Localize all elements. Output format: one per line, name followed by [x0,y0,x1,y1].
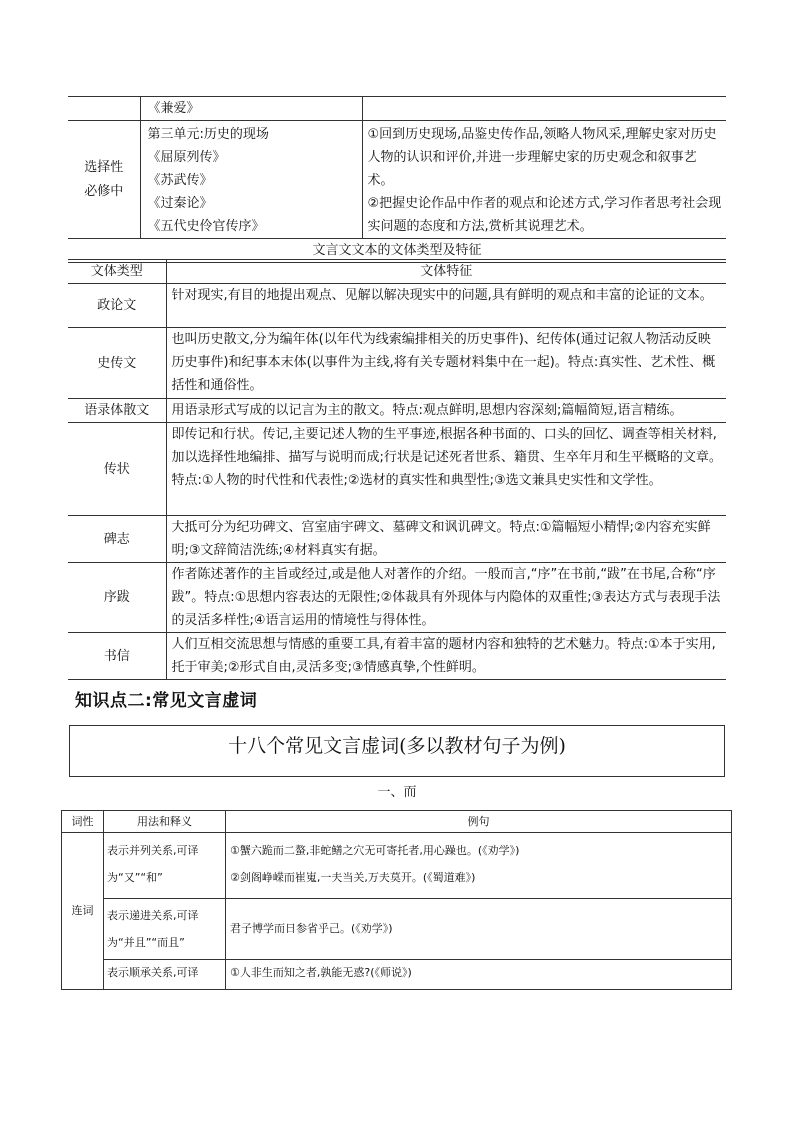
header-example: 例句 [226,811,732,833]
table-row [68,516,726,563]
table-row [68,423,726,516]
genre-feature: 大抵可分为纪功碑文、宫室庙宇碑文、墓碑文和讽讥碑文。特点:①篇幅短小精悍;②内容充实鲜明;③文辞简洁洗练;④材料真实有据。 [166,516,726,563]
genre-type: 书信 [68,633,166,680]
genre-feature: 用语录形式写成的以记言为主的散文。特点:观点鲜明,思想内容深刻;篇幅简短,语言精练。 [166,399,726,423]
objective-text: ②把握史论作品中作者的观点和论述方式,学习作者思考社会现实问题的态度和方法,赏析其说理艺术。 [367,196,722,234]
table-row [62,833,732,899]
genre-feature: 也叫历史散文,分为编年体(以年代为线索编排相关的历史事件)、纪传体(通过记叙人物活动反映历史事件)和纪事本末体(以事件为主线,将有关专题材料集中在一起)。特点:真实性、艺术性、概括性和通俗性。 [166,328,726,399]
function-word-table [61,810,732,990]
text-title: 《苏武传》 [147,173,213,188]
genre-feature: 作者陈述著作的主旨或经过,或是他人对著作的介绍。一般而言,“序”在书前,“跋”在书尾,合称“序跋”。特点:①思想内容表达的无限性;②体裁具有外现体与内隐体的双重性;③表达方式与表现手法的灵活多样性;④语言运用的情境性与得体性。 [166,563,726,633]
table-row [62,960,732,990]
table-row [68,399,726,423]
table-cell: 《兼爱》 [140,97,362,121]
genre-type: 碑志 [68,516,166,563]
example-sentence: 君子博学而日参省乎己。(《劝学》) [230,922,393,935]
usage-text: 为“并且”“而且” [107,936,185,949]
table-row [68,97,726,121]
header-pos: 词性 [62,811,104,833]
curriculum-table [68,96,726,263]
table-row [68,121,726,239]
header-type: 文体类型 [68,260,166,284]
genre-type: 序跋 [68,563,166,633]
table-header-row [68,260,726,284]
text-title: 《屈原列传》 [147,150,226,165]
usage-text: 表示并列关系,可译 [107,844,199,857]
usage-text: 为“又”“和” [107,871,163,884]
example-sentence: ①人非生而知之者,孰能无惑?(《师说》) [230,966,412,979]
usage-text: 表示递进关系,可译 [107,909,199,922]
text-title: 《过秦论》 [147,196,213,211]
unit-title: 第三单元:历史的现场 [147,127,269,142]
table-row [62,899,732,960]
genre-table [68,259,726,680]
header-usage: 用法和释义 [104,811,226,833]
text-title: 《五代史伶官传序》 [147,219,265,234]
genre-feature: 即传记和行状。传记,主要记述人物的生平事迹,根据各种书面的、口头的回忆、调查等相关材料,加以选择性地编排、描写与说明而成;行状是记述死者世系、籍贯、生卒年月和生平概略的文章。特点:①人物的时代性和代表性;②选材的真实性和典型性;③选文兼具史实性和文学性。 [166,423,726,516]
usage-text: 表示顺承关系,可译 [107,966,199,979]
table-header-row [62,811,732,833]
example-sentence: ②剑阁峥嵘而崔嵬,一夫当关,万夫莫开。(《蜀道难》) [230,871,476,884]
table-row [68,284,726,328]
genre-type: 语录体散文 [68,399,166,423]
subheading: 一、而 [377,785,417,800]
genre-type: 政论文 [68,284,166,328]
header-feature: 文体特征 [166,260,726,284]
table-row [68,328,726,399]
objective-text: ①回到历史现场,品鉴史传作品,领略人物风采,理解史家对历史人物的认识和评价,并进一步理解史家的历史观念和叙事艺术。 [367,127,717,188]
genre-type: 传状 [68,423,166,516]
table-row [68,563,726,633]
box-title: 十八个常见文言虚词(多以教材句子为例) [69,725,725,777]
table-row [68,633,726,680]
section-heading: 知识点二:常见文言虚词 [75,691,258,711]
module-label: 选择性 必修中 [68,121,140,239]
pos-cell: 连词 [62,833,104,990]
genre-feature: 针对现实,有目的地提出观点、见解以解决现实中的问题,具有鲜明的观点和丰富的论证的文本。 [166,284,726,328]
example-sentence: ①蟹六跪而二螯,非蛇鳝之穴无可寄托者,用心躁也。(《劝学》) [230,844,520,857]
genre-table-title: 文言文文本的文体类型及特征 [68,239,726,263]
genre-type: 史传文 [68,328,166,399]
genre-feature: 人们互相交流思想与情感的重要工具,有着丰富的题材内容和独特的艺术魅力。特点:①本于实用,托于审美;②形式自由,灵活多变;③情感真挚,个性鲜明。 [166,633,726,680]
